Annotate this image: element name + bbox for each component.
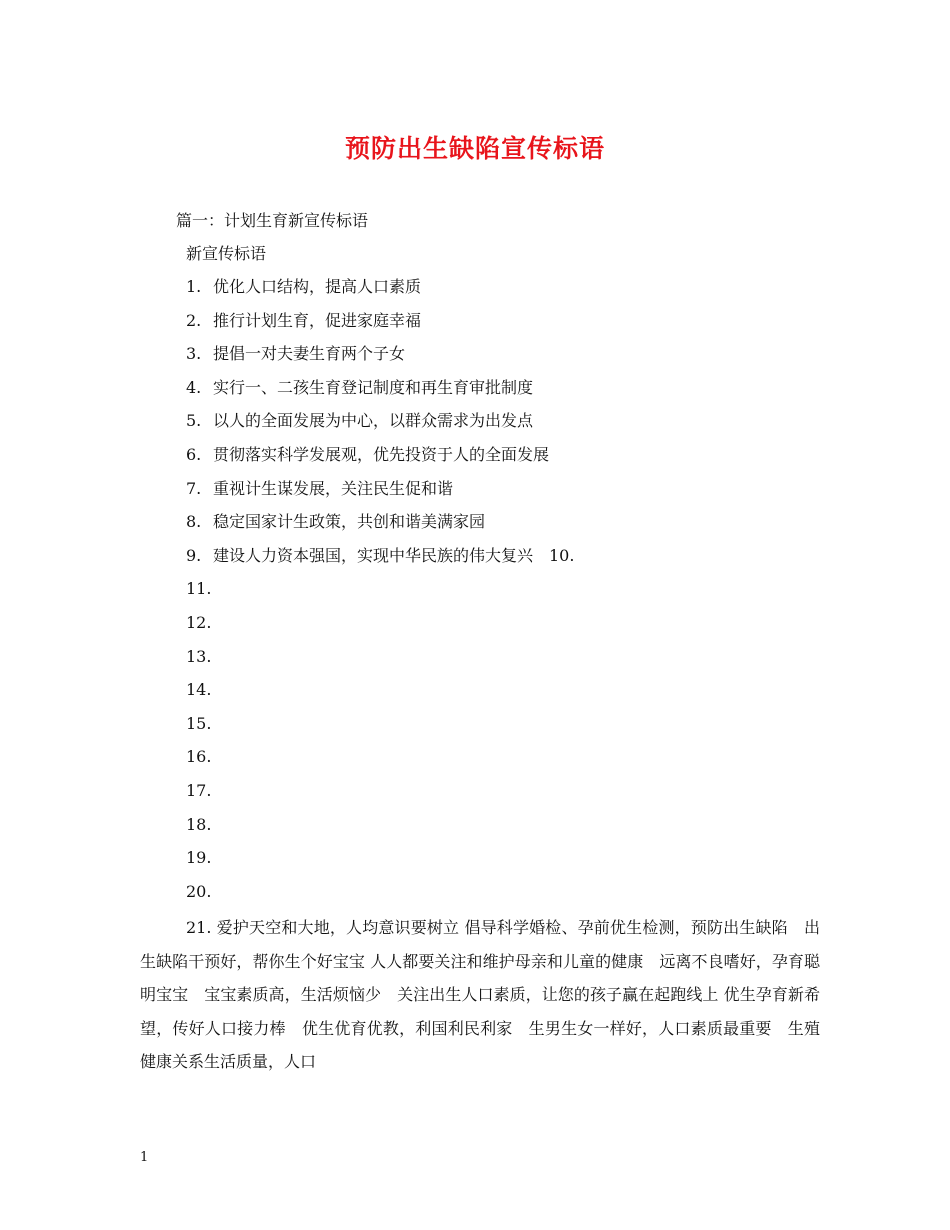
slogan-list (186, 274, 574, 912)
list-item (186, 677, 574, 711)
subheading: 新宣传标语 (186, 244, 267, 263)
list-item-number: 2. (186, 310, 202, 330)
list-item (186, 442, 574, 476)
list-item-number: 7. (186, 478, 202, 498)
list-item (186, 644, 574, 678)
list-item (186, 308, 574, 342)
list-item-text: 实行一、二孩生育登记制度和再生育审批制度 (213, 377, 534, 397)
list-item-number: 6. (186, 444, 202, 464)
list-item (186, 408, 574, 442)
list-item-number: 1. (186, 277, 202, 296)
list-item (186, 812, 574, 846)
list-item (186, 744, 574, 778)
list-item (186, 543, 574, 577)
list-item-number: 19. (186, 848, 212, 868)
list-item (186, 476, 574, 510)
list-item-number: 4. (186, 377, 202, 397)
list-item-text: 重视计生谋发展，关注民生促和谐 (213, 478, 454, 498)
list-item (186, 879, 574, 913)
list-item-number: 8. (186, 512, 202, 532)
list-item (186, 375, 574, 409)
list-item-number: 16. (186, 747, 212, 767)
list-item-text: 提倡一对夫妻生育两个子女 (213, 344, 406, 364)
list-item (186, 509, 574, 543)
list-item-number: 14. (186, 680, 212, 700)
list-item-text: 推行计划生育，促进家庭幸福 (213, 310, 422, 330)
list-item-text: 稳定国家计生政策，共创和谐美满家园 (213, 512, 486, 532)
list-item-text: 优化人口结构，提高人口素质 (213, 277, 422, 296)
list-item-number: 3. (186, 344, 202, 364)
page-title: 预防出生缺陷宣传标语 (344, 134, 605, 163)
body-paragraph: 21. 爱护天空和大地，人均意识要树立 倡导科学婚检、孕前优生检测，预防出生缺陷 出生缺陷干预好，帮你生个好宝宝 人人都要关注和维护母亲和儿童的健康 远离不良嗜好，孕育聪明宝宝 宝宝素质高，生活烦恼少 关注出生人口素质，让您的孩子赢在起跑线上 优生孕育新希望，传好人口接力棒 优生优育优教，利国利民利家 生男生女一样好，人口素质最重要 生殖健康关系生活质量，人口 (140, 918, 820, 1072)
list-item (186, 778, 574, 812)
page-number: 1 (140, 1150, 149, 1165)
list-item-text: 以人的全面发展为中心，以群众需求为出发点 (213, 411, 534, 431)
list-item-text: 建设人力资本强国，实现中华民族的伟大复兴 10. (213, 545, 575, 565)
list-item (186, 274, 574, 308)
list-item-text: 贯彻落实科学发展观，优先投资于人的全面发展 (213, 444, 550, 464)
list-item-number: 5. (186, 411, 202, 431)
section-heading: 篇一：计划生育新宣传标语 (176, 211, 369, 230)
list-item (186, 845, 574, 879)
list-item-number: 11. (186, 579, 212, 599)
list-item-number: 9. (186, 545, 202, 565)
list-item-number: 20. (186, 881, 212, 901)
list-item (186, 711, 574, 745)
list-item-number: 12. (186, 612, 212, 632)
list-item (186, 341, 574, 375)
list-item-number: 17. (186, 780, 212, 800)
list-item (186, 610, 574, 644)
list-item-number: 18. (186, 814, 212, 834)
list-item-number: 15. (186, 713, 212, 733)
list-item (186, 576, 574, 610)
list-item-number: 13. (186, 646, 212, 666)
